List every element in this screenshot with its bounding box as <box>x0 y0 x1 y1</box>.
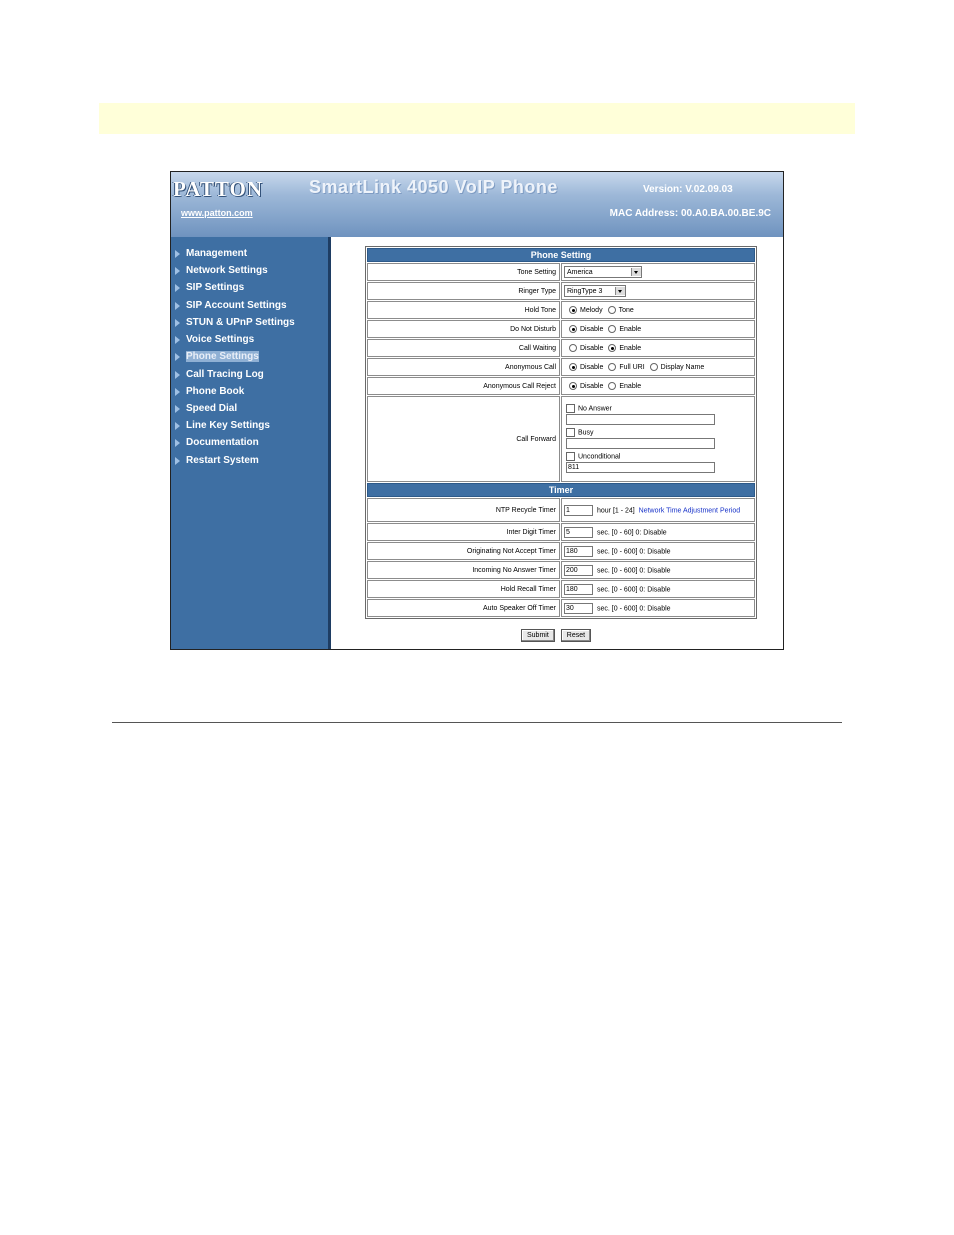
arrow-icon <box>175 267 180 275</box>
dnd-label: Do Not Disturb <box>367 320 560 338</box>
arrow-icon <box>175 353 180 361</box>
sidebar-item-voice-settings[interactable] <box>175 332 254 347</box>
unconditional-label: Unconditional <box>578 453 621 461</box>
product-title: SmartLink 4050 VoIP Phone <box>309 177 558 197</box>
sidebar-item-restart-system[interactable] <box>175 453 259 468</box>
table-row <box>367 320 755 338</box>
submit-button[interactable]: Submit <box>521 629 555 642</box>
sidebar-item-stun-upnp-settings[interactable] <box>175 315 295 330</box>
auto-speaker-hint: sec. [0 - 600] 0: Disable <box>597 604 671 612</box>
anonymous-call-disable-radio[interactable] <box>569 363 577 371</box>
call-waiting-disable-radio[interactable] <box>569 344 577 352</box>
auto-speaker-timer-label: Auto Speaker Off Timer <box>367 599 560 617</box>
chevron-down-icon <box>615 287 625 295</box>
ringer-type-value: RingType 3 <box>567 287 603 295</box>
arrow-icon <box>175 422 180 430</box>
arrow-icon <box>175 457 180 465</box>
sidebar-item-label: Network Settings <box>186 265 268 276</box>
incoming-hint: sec. [0 - 600] 0: Disable <box>597 566 671 574</box>
unconditional-input[interactable]: 811 <box>566 462 715 473</box>
table-row <box>367 301 755 319</box>
call-waiting-label: Call Waiting <box>367 339 560 357</box>
table-row <box>367 498 755 522</box>
hold-recall-timer-label: Hold Recall Timer <box>367 580 560 598</box>
table-row <box>367 358 755 376</box>
sidebar-item-phone-settings[interactable] <box>175 349 259 364</box>
phone-setting-table <box>365 246 757 619</box>
hold-tone-melody-radio[interactable] <box>569 306 577 314</box>
highlight-band <box>99 103 855 134</box>
arrow-icon <box>175 250 180 258</box>
call-forward-label: Call Forward <box>367 396 560 482</box>
arrow-icon <box>175 388 180 396</box>
hold-tone-tone-radio[interactable] <box>608 306 616 314</box>
sidebar-item-line-key-settings[interactable] <box>175 418 270 433</box>
tone-setting-select[interactable] <box>564 266 642 278</box>
sidebar-item-label: Call Tracing Log <box>186 369 264 380</box>
sidebar-item-sip-settings[interactable] <box>175 280 244 295</box>
sidebar-item-speed-dial[interactable] <box>175 401 237 416</box>
inter-digit-hint: sec. [0 - 60] 0: Disable <box>597 528 667 536</box>
dnd-disable-radio[interactable] <box>569 325 577 333</box>
arrow-icon <box>175 284 180 292</box>
radio-label: Melody <box>580 306 603 314</box>
radio-label: Disable <box>580 325 604 333</box>
reset-button[interactable]: Reset <box>561 629 591 642</box>
phone-setting-title: Phone Setting <box>367 248 755 262</box>
inter-digit-timer-label: Inter Digit Timer <box>367 523 560 541</box>
ntp-recycle-timer-input[interactable]: 1 <box>564 505 593 516</box>
anonymous-call-full-uri-radio[interactable] <box>608 363 616 371</box>
sidebar-nav <box>171 237 331 649</box>
sidebar-item-label: Management <box>186 248 248 259</box>
chevron-down-icon <box>631 268 641 276</box>
arrow-icon <box>175 336 180 344</box>
ntp-hint: hour [1 - 24] <box>597 506 635 514</box>
tone-setting-value: America <box>567 268 593 276</box>
form-buttons <box>521 629 591 642</box>
incoming-timer-label: Incoming No Answer Timer <box>367 561 560 579</box>
table-row <box>367 580 755 598</box>
radio-label: Display Name <box>660 363 705 371</box>
originating-hint: sec. [0 - 600] 0: Disable <box>597 547 671 555</box>
no-answer-checkbox[interactable] <box>566 404 575 413</box>
sidebar-item-documentation[interactable] <box>175 435 259 450</box>
anonymous-reject-enable-radio[interactable] <box>608 382 616 390</box>
sidebar-item-label: Speed Dial <box>186 403 238 414</box>
table-row <box>367 396 755 482</box>
call-waiting-enable-radio[interactable] <box>608 344 616 352</box>
sidebar-item-sip-account-settings[interactable] <box>175 298 287 313</box>
arrow-icon <box>175 439 180 447</box>
website-link[interactable]: www.patton.com <box>181 208 253 218</box>
radio-label: Disable <box>580 363 604 371</box>
arrow-icon <box>175 302 180 310</box>
tone-setting-label: Tone Setting <box>367 263 560 281</box>
hold-recall-hint: sec. [0 - 600] 0: Disable <box>597 585 671 593</box>
ntp-adjustment-link[interactable]: Network Time Adjustment Period <box>638 506 741 514</box>
radio-label: Enable <box>619 344 642 352</box>
incoming-timer-input[interactable]: 200 <box>564 565 593 576</box>
web-interface-screenshot <box>170 171 784 650</box>
version-text: Version: V.02.09.03 <box>643 184 733 195</box>
sidebar-item-label: Restart System <box>186 455 259 466</box>
sidebar-item-label: Documentation <box>186 437 259 448</box>
table-row <box>367 263 755 281</box>
no-answer-input[interactable] <box>566 414 715 425</box>
inter-digit-timer-input[interactable]: 5 <box>564 527 593 538</box>
busy-label: Busy <box>578 429 594 437</box>
ringer-type-label: Ringer Type <box>367 282 560 300</box>
arrow-icon <box>175 371 180 379</box>
table-row <box>367 339 755 357</box>
sidebar-item-label: SIP Account Settings <box>186 300 287 311</box>
hold-recall-timer-input[interactable]: 180 <box>564 584 593 595</box>
dnd-enable-radio[interactable] <box>608 325 616 333</box>
sidebar-item-label: Line Key Settings <box>186 420 270 431</box>
radio-label: Full URI <box>619 363 645 371</box>
sidebar-item-label: Phone Book <box>186 386 245 397</box>
anonymous-reject-disable-radio[interactable] <box>569 382 577 390</box>
ringer-type-select[interactable] <box>564 285 626 297</box>
anonymous-call-label: Anonymous Call <box>367 358 560 376</box>
unconditional-checkbox[interactable] <box>566 452 575 461</box>
settings-form <box>365 246 757 619</box>
timer-title: Timer <box>367 483 755 497</box>
radio-label: Disable <box>580 344 604 352</box>
radio-label: Tone <box>618 306 634 314</box>
table-row <box>367 377 755 395</box>
sidebar-item-label: Phone Settings <box>186 351 259 362</box>
sidebar-item-call-tracing-log[interactable] <box>175 367 264 382</box>
table-row <box>367 282 755 300</box>
busy-input[interactable] <box>566 438 715 449</box>
sidebar-item-label: STUN & UPnP Settings <box>186 317 295 328</box>
hold-tone-label: Hold Tone <box>367 301 560 319</box>
patton-logo: PATTON <box>173 177 264 201</box>
arrow-icon <box>175 405 180 413</box>
auto-speaker-timer-input[interactable]: 30 <box>564 603 593 614</box>
sidebar-item-management[interactable] <box>175 246 247 261</box>
originating-timer-label: Originating Not Accept Timer <box>367 542 560 560</box>
table-row <box>367 523 755 541</box>
ntp-recycle-timer-label: NTP Recycle Timer <box>367 498 560 522</box>
page-divider <box>112 722 842 723</box>
table-row <box>367 561 755 579</box>
radio-label: Enable <box>619 325 642 333</box>
header-banner <box>171 172 783 237</box>
mac-address: MAC Address: 00.A0.BA.00.BE.9C <box>609 208 771 219</box>
anonymous-call-reject-label: Anonymous Call Reject <box>367 377 560 395</box>
arrow-icon <box>175 319 180 327</box>
sidebar-item-label: SIP Settings <box>186 282 245 293</box>
sidebar-item-network-settings[interactable] <box>175 263 268 278</box>
sidebar-item-label: Voice Settings <box>186 334 255 345</box>
anonymous-call-display-name-radio[interactable] <box>650 363 658 371</box>
table-row <box>367 542 755 560</box>
originating-timer-input[interactable]: 180 <box>564 546 593 557</box>
sidebar-item-phone-book[interactable] <box>175 384 244 399</box>
radio-label: Disable <box>580 382 604 390</box>
radio-label: Enable <box>619 382 642 390</box>
busy-checkbox[interactable] <box>566 428 575 437</box>
no-answer-label: No Answer <box>578 405 612 413</box>
table-row <box>367 599 755 617</box>
